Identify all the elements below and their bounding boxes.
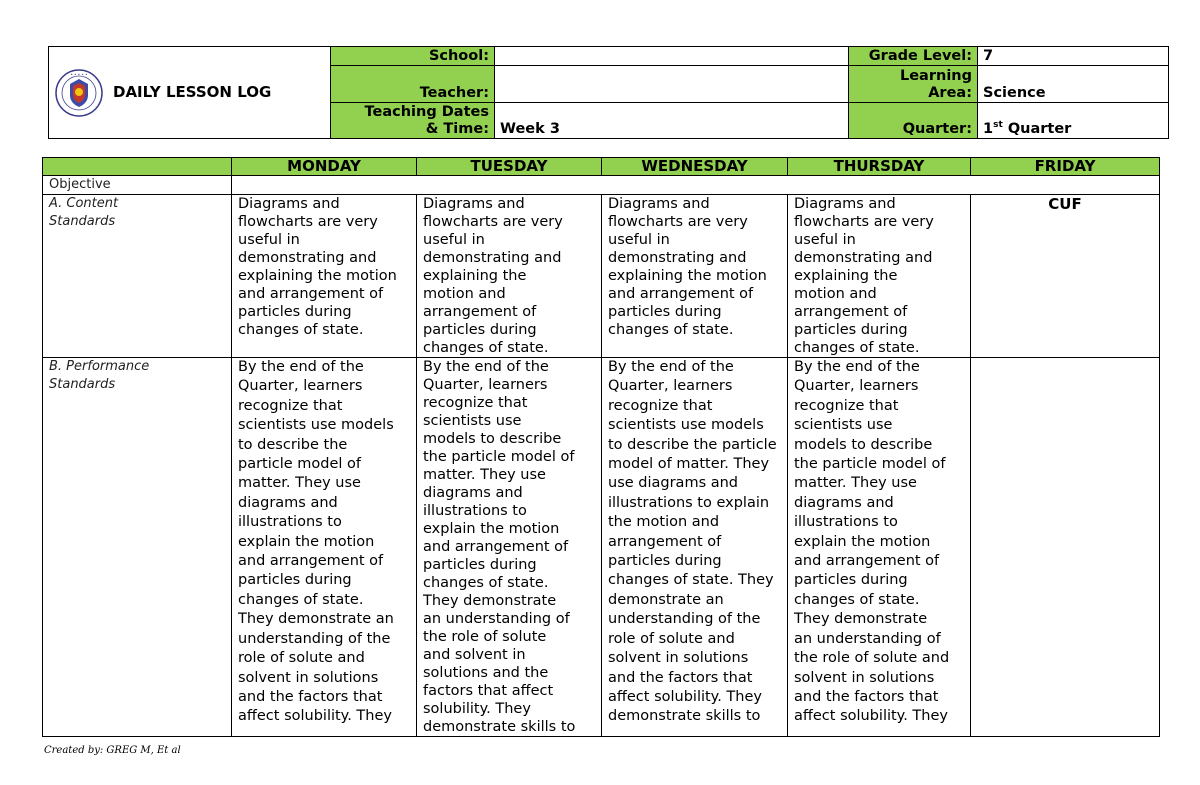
cell-line: diagrams and [238,494,338,511]
day-header-wednesday: WEDNESDAY [602,158,788,176]
cell-line: arrangement of [608,533,722,550]
cell-line: By the end of the [423,359,549,375]
teacher-label: Teacher: [331,66,495,103]
cell-line: motion and [423,286,506,302]
cell-line: motion and [794,286,877,302]
learning-area-label-line1: Learning [899,68,972,84]
cell-line: illustrations to [794,514,898,531]
performance-standards-wednesday [602,358,788,737]
cell-line: changes of state. [238,591,364,608]
cell-line: solubility. They [423,701,531,717]
cell-line: understanding of the [608,611,761,628]
cell-line: illustrations to [238,514,342,531]
cell-line: flowcharts are very [608,214,748,230]
cell-line: recognize that [423,395,528,411]
cell-line: demonstrate an [608,591,724,608]
cell-line: scientists use [794,417,893,434]
cell-line: particles during [423,322,537,338]
svg-text:• • • • •: • • • • • [70,71,88,77]
cell-line: demonstrating and [423,250,562,266]
cell-line: models to describe [794,436,933,453]
cell-line: particles during [238,572,352,589]
cell-line: solvent in solutions [794,669,935,686]
cell-line: demonstrate skills to [608,708,761,725]
grade-level-value: 7 [978,47,1169,66]
cell-line: solvent in solutions [608,650,749,667]
cell-line: flowcharts are very [423,214,563,230]
learning-area-label-line2: Area: [928,85,972,101]
cell-line: explaining the motion [608,268,767,284]
cell-line: changes of state. [423,340,549,356]
cell-line: particles during [608,304,722,320]
performance-standards-label-line1: B. Performance [49,359,150,374]
content-standards-monday [232,195,417,358]
cell-line: They demonstrate [794,611,928,628]
cell-line: recognize that [608,397,713,414]
cell-line: scientists use models [238,417,394,434]
cell-line: useful in [238,232,300,248]
cell-line: and solvent in [423,647,526,663]
cell-line: Quarter, learners [238,378,363,395]
performance-standards-friday [971,358,1160,737]
content-standards-label-line1: A. Content [49,196,119,211]
objective-cell [232,176,1160,195]
cell-line: demonstrating and [794,250,933,266]
cell-line: to describe the [238,436,348,453]
cell-line: and arrangement of [238,286,384,302]
content-standards-friday: CUF [971,195,1160,358]
content-standards-label [43,195,232,358]
cell-line: explaining the [794,268,898,284]
cell-line: affect solubility. They [608,688,762,705]
cell-line: demonstrate skills to [423,719,576,735]
cell-line: demonstrating and [608,250,747,266]
document-title: DAILY LESSON LOG [113,83,272,101]
cell-line: explain the motion [794,533,931,550]
header-table [48,46,1169,139]
objective-label: Objective [43,176,232,195]
cell-line: and arrangement of [794,553,940,570]
cell-line: Diagrams and [423,196,525,212]
cell-line: Diagrams and [238,196,340,212]
cell-line: flowcharts are very [238,214,378,230]
cell-line: Quarter, learners [794,378,919,395]
performance-standards-label [43,358,232,737]
cell-line: solvent in solutions [238,669,379,686]
performance-standards-tuesday [417,358,602,737]
content-standards-label-line2: Standards [49,214,116,229]
cell-line: They demonstrate an [238,611,394,628]
cell-line: factors that affect [423,683,554,699]
performance-standards-thursday [788,358,971,737]
quarter-label: Quarter: [849,103,978,139]
teaching-dates-label-line1: Teaching Dates [364,104,489,120]
content-standards-wednesday [602,195,788,358]
cell-line: particles during [238,304,352,320]
cell-line: changes of state. [794,591,920,608]
lesson-log-table [42,157,1160,737]
performance-standards-label-line2: Standards [49,377,116,392]
cell-line: Diagrams and [794,196,896,212]
cell-line: the role of solute [423,629,547,645]
teaching-dates-value: Week 3 [495,103,849,139]
quarter-word: Quarter [1002,121,1072,137]
cell-line: matter. They use [794,475,917,492]
learning-area-label [849,66,978,103]
quarter-number: 1 [983,121,994,137]
cell-line: diagrams and [794,494,894,511]
logo-cell [49,47,331,139]
cell-line: particles during [794,322,908,338]
cell-line: an understanding of [423,611,570,627]
cell-line: matter. They use [423,467,546,483]
day-header-friday: FRIDAY [971,158,1160,176]
cell-line: and arrangement of [608,286,754,302]
cell-line: arrangement of [423,304,537,320]
cell-line: the role of solute and [794,650,950,667]
cell-line: scientists use [423,413,522,429]
cell-line: models to describe [423,431,562,447]
cell-line: By the end of the [238,359,364,375]
cell-line: explain the motion [238,533,375,550]
cell-line: particles during [423,557,537,573]
cell-line: particles during [608,553,722,570]
teaching-dates-label [331,103,495,139]
cell-line: illustrations to explain [608,494,770,511]
cell-line: useful in [794,232,856,248]
cell-line: matter. They use [238,475,361,492]
cell-line: model of matter. They [608,456,770,473]
cell-line: particles during [794,572,908,589]
corner-cell [43,158,232,176]
cell-line: Quarter, learners [423,377,548,393]
content-standards-tuesday [417,195,602,358]
cell-line: recognize that [238,397,343,414]
cell-line: role of solute and [238,650,365,667]
cell-line: the particle model of [423,449,575,465]
cell-line: Quarter, learners [608,378,733,395]
cell-line: explain the motion [423,521,560,537]
content-standards-thursday [788,195,971,358]
cell-line: and the factors that [238,688,383,705]
cell-line: to describe the particle [608,436,777,453]
day-header-tuesday: TUESDAY [417,158,602,176]
cell-line: affect solubility. They [238,708,392,725]
cell-line: changes of state. They [608,572,774,589]
cell-line: By the end of the [608,359,734,375]
teacher-value [495,66,849,103]
school-value [495,47,849,66]
cell-line: changes of state. [794,340,920,356]
cell-line: explaining the [423,268,527,284]
cell-line: flowcharts are very [794,214,934,230]
cell-line: illustrations to [423,503,527,519]
cell-line: the particle model of [794,456,946,473]
cell-line: They demonstrate [423,593,557,609]
cell-line: and arrangement of [238,553,384,570]
cell-line: understanding of the [238,630,391,647]
cell-line: particle model of [238,456,362,473]
cell-line: demonstrating and [238,250,377,266]
performance-standards-monday [232,358,417,737]
cell-line: Diagrams and [608,196,710,212]
quarter-ordinal: st [993,120,1003,131]
cell-line: scientists use models [608,417,764,434]
cell-line: changes of state. [608,322,734,338]
grade-level-label: Grade Level: [849,47,978,66]
cell-line: the motion and [608,514,720,531]
cell-line: useful in [423,232,485,248]
cell-line: an understanding of [794,630,941,647]
teaching-dates-label-line2: & Time: [425,121,489,137]
cell-line: explaining the motion [238,268,397,284]
cell-line: and the factors that [608,669,753,686]
cell-line: arrangement of [794,304,908,320]
cell-line: affect solubility. They [794,708,948,725]
cell-line: and arrangement of [423,539,569,555]
cell-line: useful in [608,232,670,248]
cell-line: recognize that [794,397,899,414]
day-header-thursday: THURSDAY [788,158,971,176]
cell-line: solutions and the [423,665,549,681]
quarter-value [978,103,1169,139]
school-label: School: [331,47,495,66]
learning-area-value: Science [978,66,1169,103]
day-header-monday: MONDAY [232,158,417,176]
cell-line: role of solute and [608,630,735,647]
footer-credit: Created by: GREG M, Et al [44,745,181,756]
deped-seal-icon [55,69,103,117]
cell-line: diagrams and [423,485,523,501]
cell-line: By the end of the [794,359,920,375]
cell-line: changes of state. [423,575,549,591]
cell-line: use diagrams and [608,475,739,492]
cell-line: changes of state. [238,322,364,338]
cell-line: and the factors that [794,688,939,705]
